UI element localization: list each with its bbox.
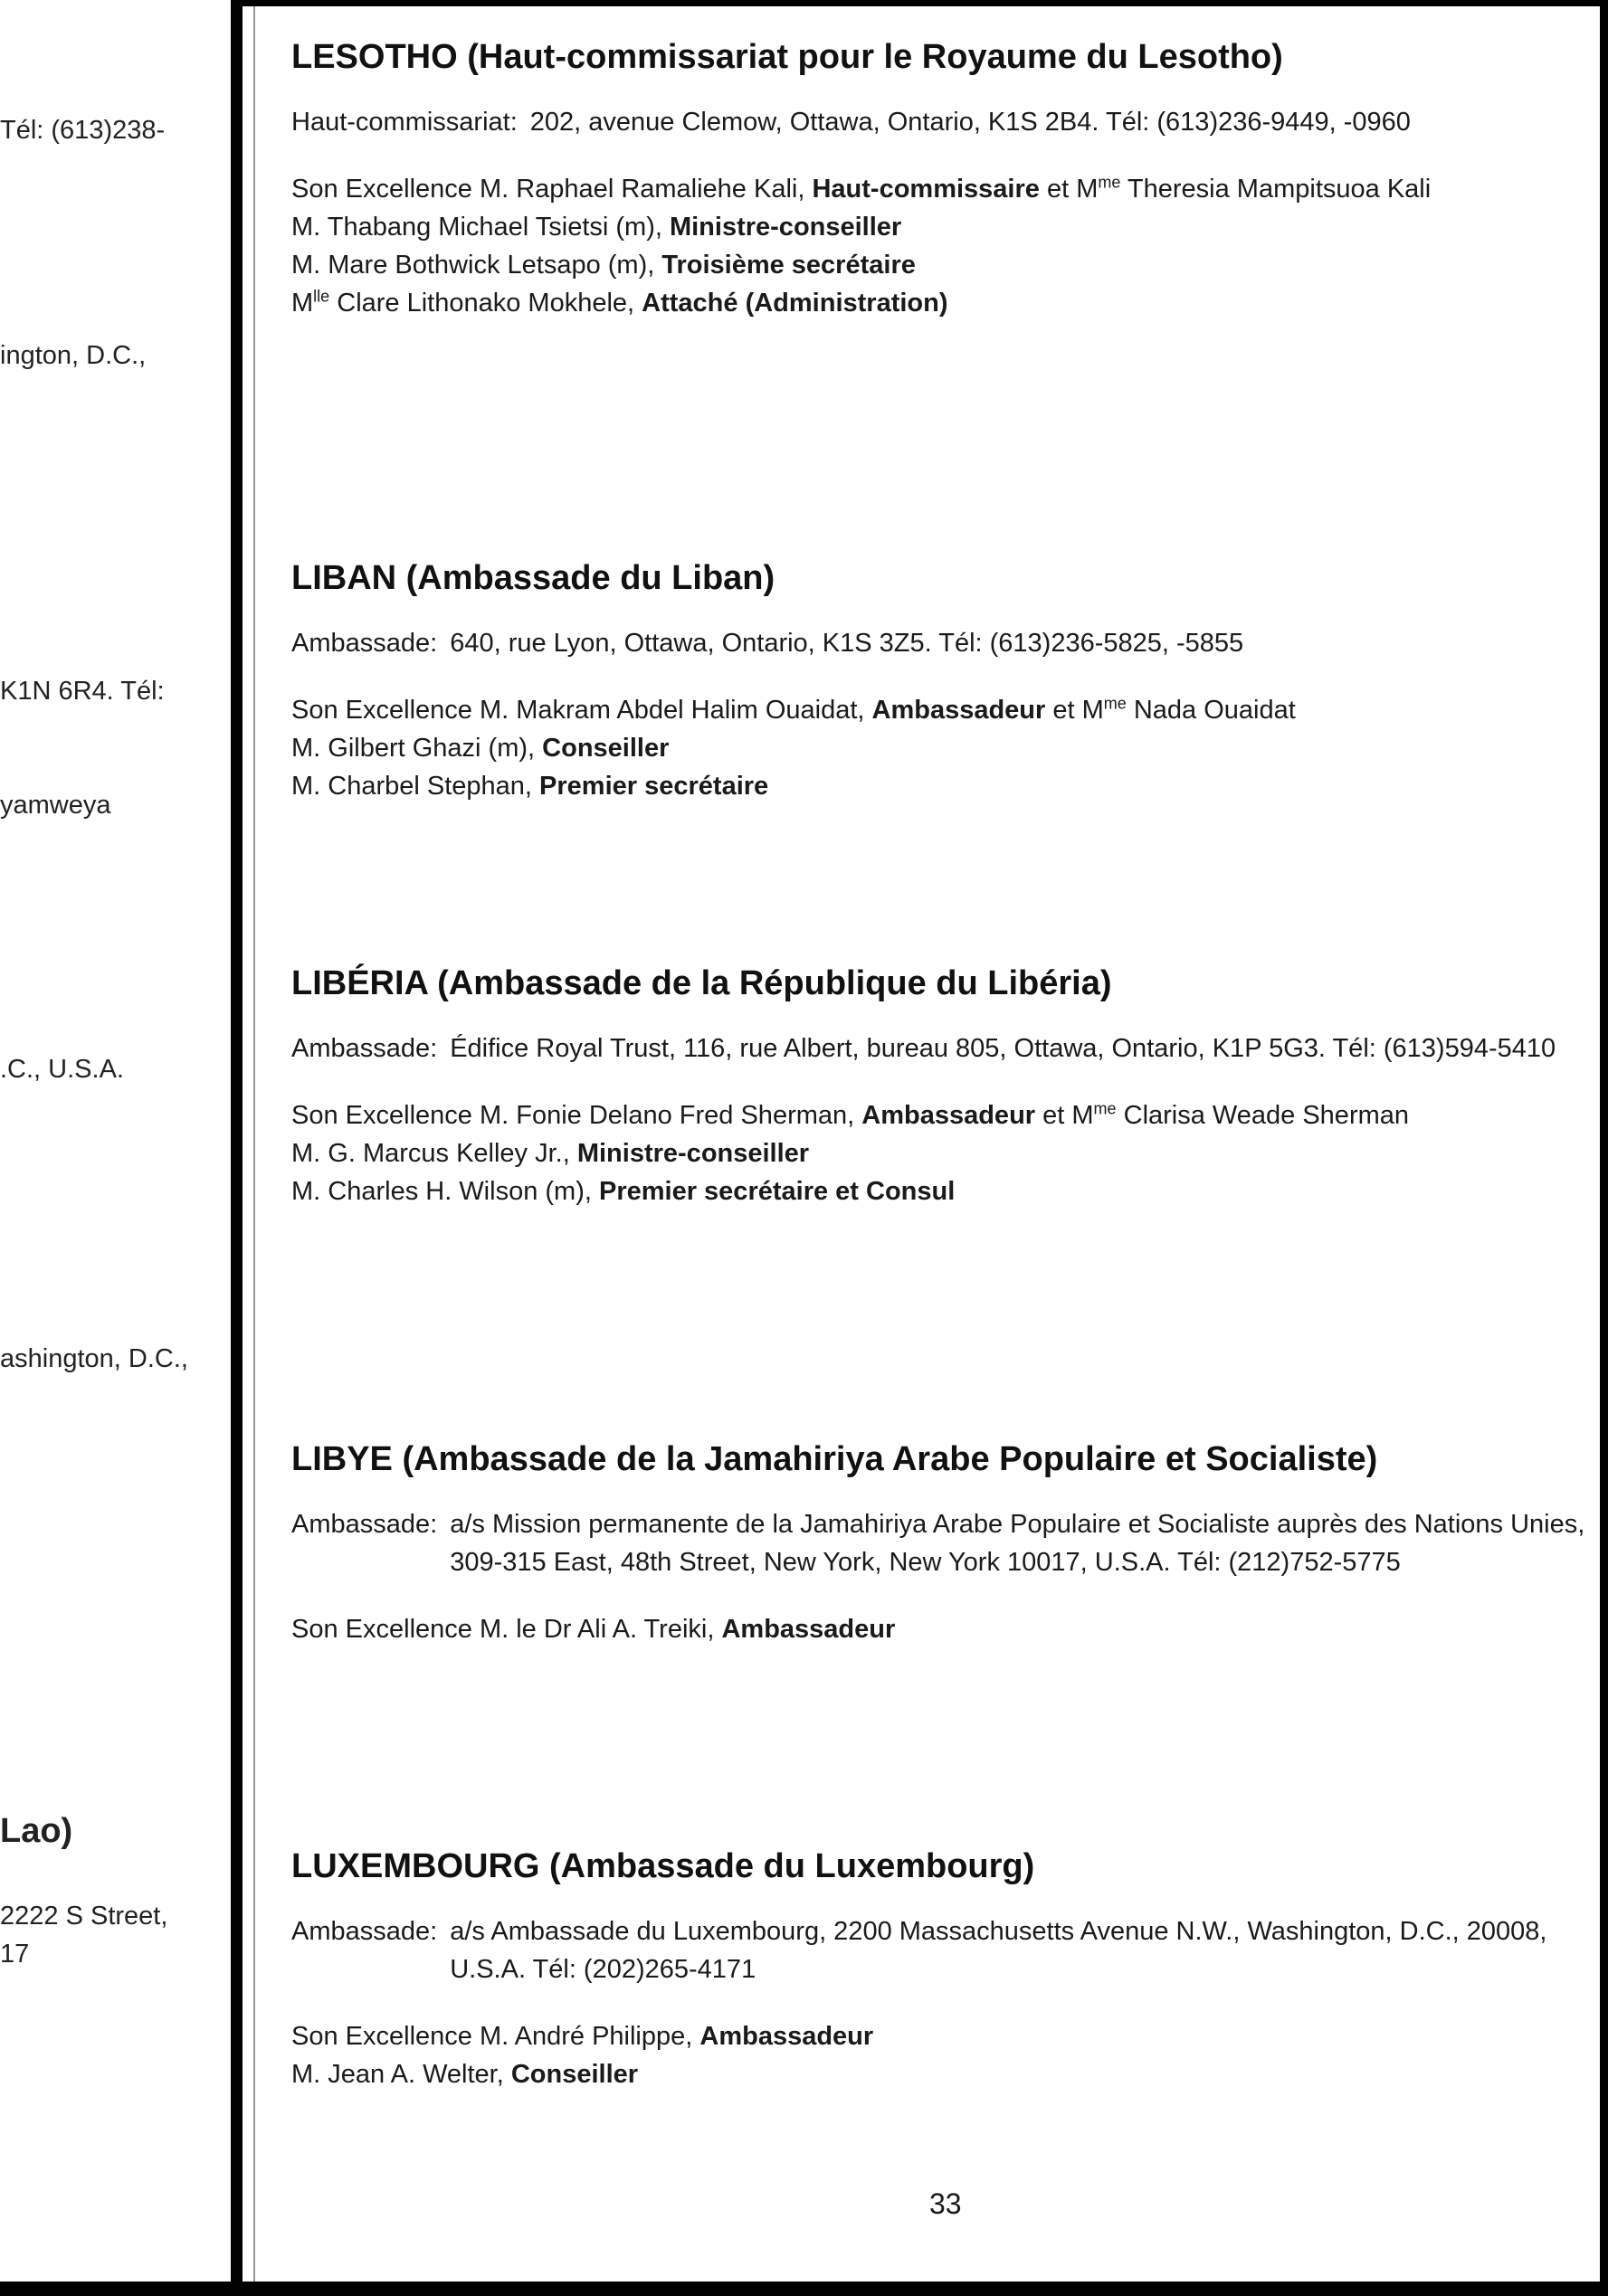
- staff-entry: Son Excellence M. Raphael Ramaliehe Kali, Haut-commissaire et $M^{me}$ Theresia Mampitsuoa Kali: [291, 173, 1432, 204]
- address-text: a/s Mission permanente de la Jamahiriya Arabe Populaire et Socialiste auprès des Nations Unies, 309-315 East, 48th Street, New York, New York 10017, U.S.A. Tél: (212)752-5775: [450, 1510, 1585, 1577]
- address-label: Haut-commissariat:: [291, 108, 518, 137]
- address-text: 202, avenue Clemow, Ottawa, Ontario, K1S 2B4. Tél: (613)236-9449, -0960: [529, 108, 1411, 137]
- staff-entry: M. Gilbert Ghazi (m), Conseiller: [291, 734, 670, 763]
- staff-list: [291, 1610, 1594, 1648]
- staff-entry: M. Charles H. Wilson (m), Premier secrétaire et Consul: [291, 1177, 956, 1206]
- address-label: Ambassade:: [291, 1510, 438, 1539]
- page-number: 33: [929, 2187, 962, 2220]
- staff-entry: M. Charbel Stephan, Premier secrétaire: [291, 772, 769, 801]
- entry-liban: [291, 557, 1594, 805]
- address-label: Ambassade:: [291, 629, 438, 658]
- staff-list: [291, 2017, 1594, 2093]
- staff-entry: Son Excellence M. Makram Abdel Halim Ouaidat, Ambassadeur et $M^{me}$ Nada Ouaidat: [291, 694, 1296, 725]
- staff-entry: $M^{lle}$ Clare Lithonako Mokhele, Attaché (Administration): [291, 287, 948, 318]
- address-text: Édifice Royal Trust, 116, rue Albert, bureau 805, Ottawa, Ontario, K1P 5G3. Tél: (613)594-5410: [450, 1034, 1556, 1063]
- staff-list: [291, 691, 1594, 805]
- left-column-rule-thin: [253, 0, 255, 2296]
- entry-heading: LIBYE (Ambassade de la Jamahiriya Arabe Populaire et Socialiste): [291, 1440, 1378, 1478]
- left-fragment: 2222 S Street,: [0, 1902, 168, 1931]
- address-label: Ambassade:: [291, 1034, 438, 1063]
- entry-heading: LESOTHO (Haut-commissariat pour le Royaume du Lesotho): [291, 38, 1283, 76]
- entry-libye: [291, 1438, 1594, 1648]
- staff-entry: M. G. Marcus Kelley Jr., Ministre-conseiller: [291, 1139, 810, 1168]
- address-block: [291, 624, 1594, 662]
- staff-entry: Son Excellence M. le Dr Ali A. Treiki, Ambassadeur: [291, 1615, 896, 1644]
- address-block: [291, 103, 1594, 141]
- address-text: a/s Ambassade du Luxembourg, 2200 Massachusetts Avenue N.W., Washington, D.C., 20008, U.S.A. Tél: (202)265-4171: [450, 1917, 1547, 1984]
- staff-entry: M. Thabang Michael Tsietsi (m), Ministre-conseiller: [291, 213, 902, 242]
- left-fragment: Lao): [0, 1812, 73, 1850]
- staff-entry: M. Jean A. Welter, Conseiller: [291, 2060, 639, 2089]
- staff-list: [291, 170, 1594, 322]
- left-fragment: ington, D.C.,: [0, 341, 147, 370]
- entry-heading: LUXEMBOURG (Ambassade du Luxembourg): [291, 1847, 1035, 1885]
- entry-lesotho: [291, 36, 1594, 322]
- address-block: [291, 1029, 1594, 1067]
- left-fragment: .C., U.S.A.: [0, 1055, 124, 1084]
- entry-liberia: [291, 963, 1594, 1210]
- top-rule: [243, 0, 1608, 6]
- address-block: [291, 1912, 1594, 1988]
- staff-entry: M. Mare Bothwick Letsapo (m), Troisième secrétaire: [291, 251, 916, 280]
- staff-list: [291, 1096, 1594, 1210]
- left-fragment: Tél: (613)238-: [0, 116, 166, 145]
- right-rule: [1600, 0, 1608, 2296]
- staff-entry: Son Excellence M. Fonie Delano Fred Sherman, Ambassadeur et $M^{me}$ Clarisa Weade Sherman: [291, 1099, 1410, 1130]
- entry-heading: LIBAN (Ambassade du Liban): [291, 559, 775, 597]
- left-column-rule: [231, 0, 243, 2296]
- bottom-rule: [0, 2282, 1608, 2296]
- staff-entry: Son Excellence M. André Philippe, Ambassadeur: [291, 2022, 874, 2051]
- entry-heading: LIBÉRIA (Ambassade de la République du Libéria): [291, 964, 1112, 1002]
- left-fragment: yamweya: [0, 791, 111, 820]
- address-text: 640, rue Lyon, Ottawa, Ontario, K1S 3Z5. Tél: (613)236-5825, -5855: [450, 629, 1244, 658]
- left-fragment: K1N 6R4. Tél:: [0, 677, 165, 706]
- left-fragment: 17: [0, 1940, 30, 1969]
- entry-luxembourg: [291, 1845, 1594, 2093]
- left-fragment: ashington, D.C.,: [0, 1344, 188, 1373]
- address-label: Ambassade:: [291, 1917, 438, 1946]
- address-block: [291, 1505, 1594, 1581]
